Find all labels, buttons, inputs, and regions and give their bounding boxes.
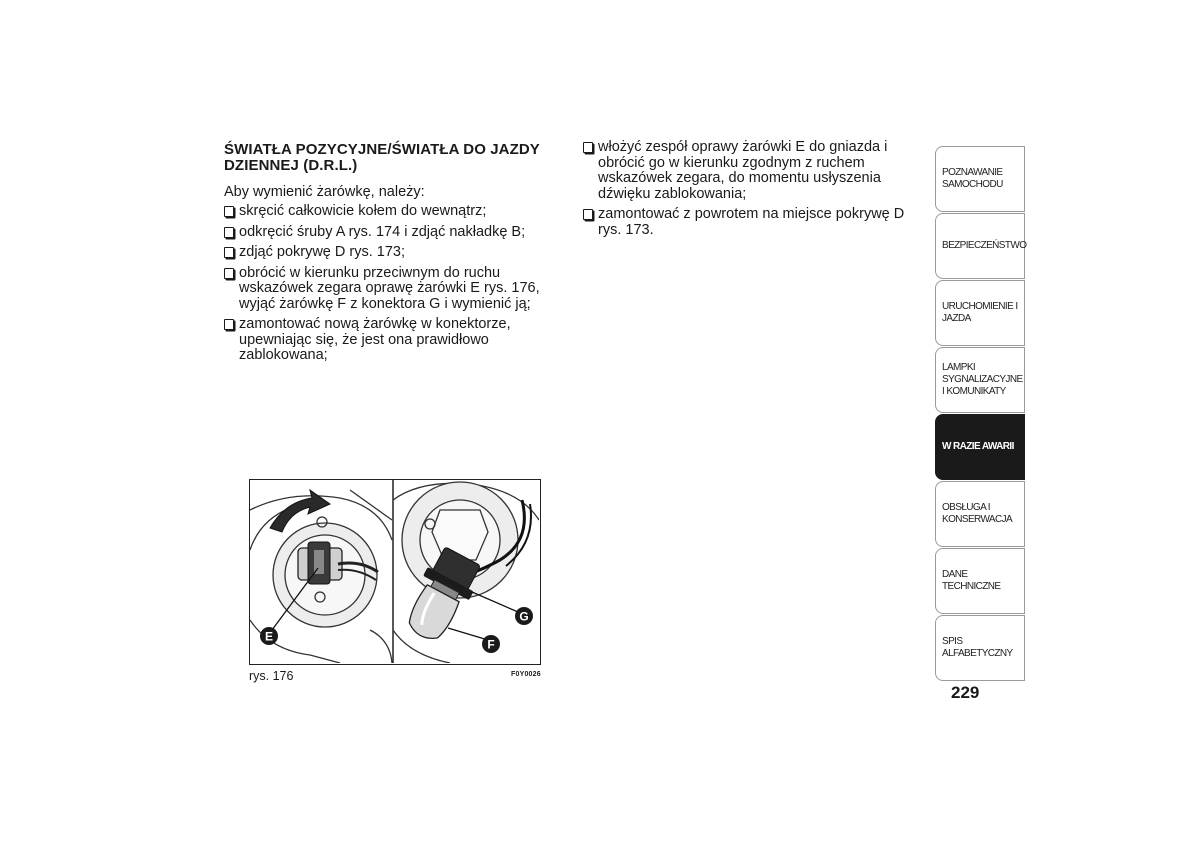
figure-code: F0Y0026 (511, 671, 541, 678)
checkbox-bullet-icon (224, 319, 234, 330)
list-item: obrócić w kierunku przeciwnym do ruchu wskazówek zegara oprawę żarówki E rys. 176, wyjąć żarówkę F z konektora G i wymienić ją; (224, 266, 542, 313)
figure-caption: rys. 176 (249, 669, 294, 683)
right-step-list (583, 140, 913, 238)
tab-obsluga-i-konserwacja[interactable]: OBSŁUGA I KONSERWACJA (935, 481, 1025, 547)
checkbox-bullet-icon (583, 142, 593, 153)
label-f (482, 635, 500, 653)
svg-text:G: G (519, 609, 529, 624)
checkbox-bullet-icon (224, 206, 234, 217)
checkbox-bullet-icon (224, 268, 234, 279)
checkbox-bullet-icon (224, 247, 234, 258)
svg-text:E: E (264, 629, 274, 644)
list-item: odkręcić śruby A rys. 174 i zdjąć nakładkę B; (224, 225, 542, 241)
section-heading: ŚWIATŁA POZYCYJNE/ŚWIATŁA DO JAZDY DZIENNEJ (D.R.L.) (224, 141, 540, 174)
left-step-list (224, 204, 542, 364)
tab-poznawanie-samochodu[interactable]: POZNAWANIE SAMOCHODU (935, 146, 1025, 212)
checkbox-bullet-icon (224, 227, 234, 238)
figure-176 (249, 479, 541, 665)
tab-spis-alfabetyczny[interactable]: SPIS ALFABETYCZNY (935, 615, 1025, 681)
left-column (224, 140, 542, 369)
list-item: włożyć zespół oprawy żarówki E do gniazda i obrócić go w kierunku zgodnym z ruchem wskazówek zegara, do momentu usłyszenia dźwięku zablokowania; (583, 140, 913, 202)
svg-text:F: F (487, 637, 495, 652)
tab-w-razie-awarii[interactable]: W RAZIE AWARII (935, 414, 1025, 480)
list-item: zamontować z powrotem na miejsce pokrywę D rys. 173. (583, 207, 913, 238)
intro-text: Aby wymienić żarówkę, należy: (224, 184, 425, 200)
list-item: zamontować nową żarówkę w konektorze, upewniając się, że jest ona prawidłowo zablokowana; (224, 317, 542, 364)
tab-uruchomienie-i-jazda[interactable]: URUCHOMIENIE I JAZDA (935, 280, 1025, 346)
bulb-replacement-illustration (250, 480, 539, 663)
tab-lampki-sygnalizacyjne[interactable]: LAMPKI SYGNALIZACYJNE I KOMUNIKATY (935, 347, 1025, 413)
list-item: skręcić całkowicie kołem do wewnątrz; (224, 204, 542, 220)
list-item: zdjąć pokrywę D rys. 173; (224, 245, 542, 261)
chapter-tabs (935, 146, 1025, 682)
tab-dane-techniczne[interactable]: DANE TECHNICZNE (935, 548, 1025, 614)
label-g (515, 607, 533, 625)
tab-bezpieczenstwo[interactable]: BEZPIECZEŃSTWO (935, 213, 1025, 279)
right-column (583, 140, 913, 243)
checkbox-bullet-icon (583, 209, 593, 220)
label-e (260, 627, 278, 645)
page-number: 229 (951, 683, 980, 702)
